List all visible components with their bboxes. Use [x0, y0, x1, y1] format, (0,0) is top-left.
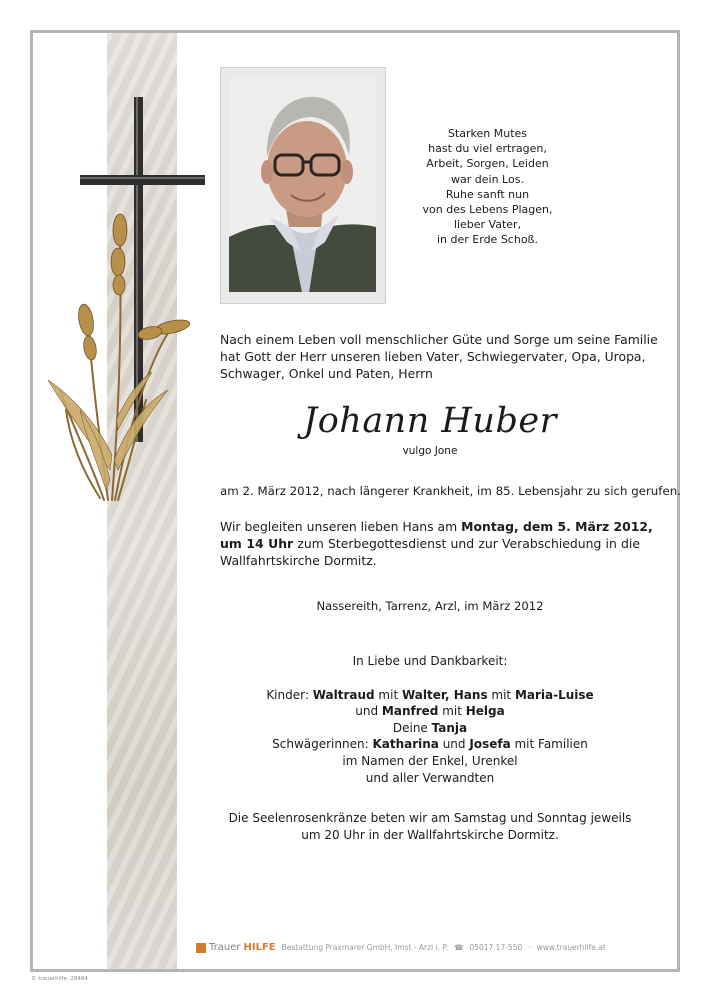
memorial-verse	[400, 126, 575, 248]
intro-line: Nach einem Leben voll menschlicher Güte und Sorge um seine Familie	[220, 332, 658, 347]
verse-line: war dein Los.	[451, 172, 524, 186]
footer-phone: 05017 17-550	[469, 943, 523, 952]
funeral-line-2	[220, 535, 640, 552]
trauerhilfe-logo	[196, 942, 276, 953]
rosary-line: um 20 Uhr in der Wallfahrtskirche Dormitz.	[301, 827, 559, 842]
text: Schwägerinnen:	[272, 737, 373, 752]
rosary-line: Die Seelenrosenkränze beten wir am Samstag und Sonntag jeweils	[228, 811, 632, 825]
mourners-sisters-in-law	[220, 736, 640, 753]
cross-with-wheat-icon	[0, 0, 240, 520]
verse-line: in der Erde Schoß.	[437, 233, 538, 247]
mourners-children-2	[220, 703, 640, 720]
text: mit	[487, 687, 515, 702]
verse-line: lieber Vater,	[453, 218, 522, 232]
text: und	[355, 704, 382, 719]
footer-web[interactable]: www.trauerhilfe.at	[536, 943, 606, 952]
name: Helga	[465, 704, 505, 719]
verse-line: hast du viel ertragen,	[428, 142, 547, 156]
name: Katharina	[372, 737, 439, 752]
logo-mark-icon	[196, 943, 206, 953]
text: und	[438, 737, 470, 752]
name: Tanja	[431, 720, 468, 735]
name: Walter, Hans	[401, 687, 488, 702]
mourners-tanja	[220, 720, 640, 737]
verse-line: Ruhe sanft nun	[445, 187, 530, 201]
funeral-line-3: Wallfahrtskirche Dormitz.	[220, 553, 377, 569]
text: Kinder:	[266, 687, 313, 702]
verse-line: von des Lebens Plagen,	[422, 203, 553, 217]
mourners-list	[220, 653, 640, 786]
death-notice: am 2. März 2012, nach längerer Krankheit, im 85. Lebensjahr zu sich gerufen.	[220, 484, 681, 498]
mourners-grandchildren: im Namen der Enkel, Urenkel	[342, 753, 518, 768]
funeral-paragraph	[220, 518, 653, 570]
portrait-photo	[229, 77, 376, 292]
footer-separator: ·	[528, 943, 531, 952]
place-date: Nassereith, Tarrenz, Arzl, im März 2012	[316, 599, 544, 613]
name: Waltraud	[312, 687, 375, 702]
text: mit Familien	[510, 737, 588, 752]
rosary-notice	[220, 810, 640, 843]
verse-line: Starken Mutes	[447, 127, 528, 140]
funeral-time: um 14 Uhr	[220, 536, 294, 552]
intro-line: hat Gott der Herr unseren lieben Vater, Schwiegervater, Opa, Uropa,	[220, 349, 646, 365]
funeral-text: zum Sterbegottesdienst und zur Verabschiedung in die	[293, 536, 640, 552]
logo-text-2: HILFE	[243, 942, 276, 953]
text: mit	[374, 687, 402, 702]
intro-paragraph	[220, 331, 658, 383]
footer	[196, 942, 656, 953]
funeral-line-1	[220, 518, 653, 535]
mourners-heading: In Liebe und Dankbarkeit:	[352, 654, 508, 668]
deceased-name: Johann Huber	[303, 401, 557, 441]
name: Manfred	[381, 704, 439, 719]
phone-icon: ☎	[454, 943, 464, 952]
funeral-date: Montag, dem 5. März 2012,	[461, 519, 653, 534]
footer-company: Bestattung Praxmarer GmbH, Imst - Arzl i. P.	[281, 943, 449, 952]
text: mit	[438, 704, 466, 719]
intro-line: Schwager, Onkel und Paten, Herrn	[220, 366, 433, 382]
text: Deine	[392, 720, 432, 735]
name: Maria-Luise	[514, 687, 594, 702]
deceased-alias: vulgo Jone	[402, 445, 458, 457]
mourners-relatives: und aller Verwandten	[365, 770, 495, 785]
logo-text-1: Trauer	[209, 942, 241, 953]
mourners-children	[220, 687, 640, 704]
name: Josefa	[469, 737, 511, 752]
verse-line: Arbeit, Sorgen, Leiden	[426, 157, 549, 171]
funeral-text: Wir begleiten unseren lieben Hans am	[220, 519, 462, 534]
copyright-note: © trauerhilfe, 28464	[31, 976, 88, 982]
